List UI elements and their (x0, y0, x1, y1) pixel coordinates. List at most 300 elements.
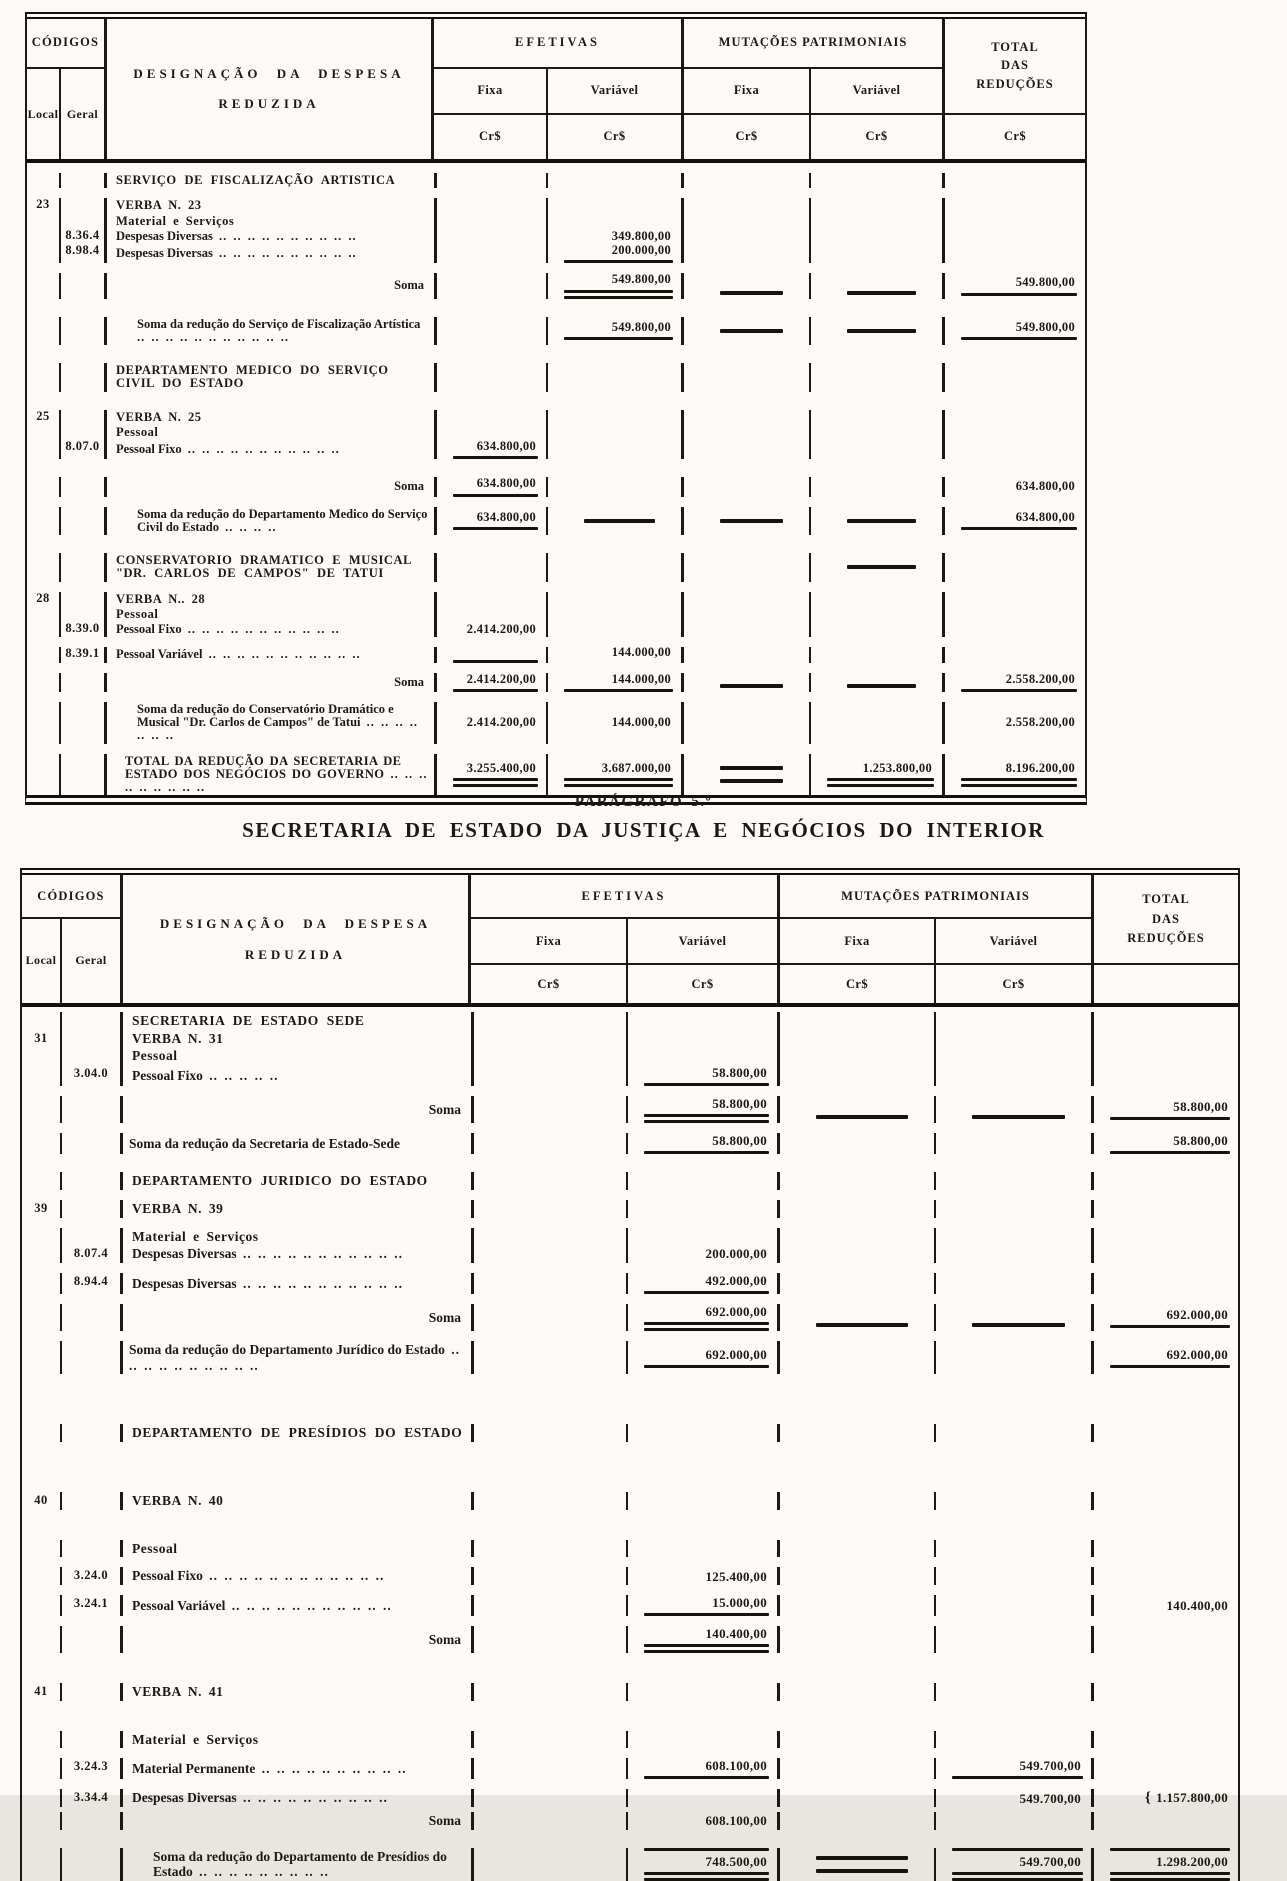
amount-value: 634.800,00 (476, 510, 536, 525)
efetivas-fixa-cell (434, 425, 546, 440)
total-reducoes-cell (942, 173, 1085, 188)
blank-dash-rule (847, 291, 916, 295)
efetivas-variavel-subheader: Variável (546, 69, 681, 115)
dot-leader: .. .. .. .. .. .. .. .. .. .. .. (181, 442, 340, 456)
efetivas-variavel-cell (626, 1245, 777, 1263)
governo-row-13 (27, 497, 1085, 536)
row-label-cell (104, 273, 434, 298)
row-label: Despesas Diversas (132, 1790, 237, 1806)
geral-code (60, 1424, 120, 1442)
geral-code (60, 1245, 120, 1263)
row-label-cell (104, 173, 434, 188)
dot-leader: .. .. .. .. .. .. .. .. .. .. (212, 228, 357, 243)
currency-label: Cr$ (681, 115, 809, 159)
justica-row-14 (22, 1374, 1238, 1442)
local-code (27, 244, 59, 263)
amount-value: 634.800,00 (1015, 510, 1075, 525)
amount-value: 549.800,00 (611, 272, 671, 287)
mutacoes-fixa-cell (777, 1047, 934, 1065)
total-reducoes-cell (942, 425, 1085, 440)
governo-row-8 (27, 345, 1085, 392)
amount-value: 125.400,00 (705, 1568, 767, 1584)
amount-value: 2.414.200,00 (466, 671, 536, 686)
justica-row-3 (22, 1047, 1238, 1065)
geral-code (60, 1304, 120, 1331)
geral-code (60, 1273, 120, 1294)
geral-code (59, 477, 104, 496)
total-reducoes-cell (942, 647, 1085, 662)
total-reducoes-cell (1091, 1595, 1238, 1616)
local-code (27, 214, 59, 229)
amount-value: 1.253.800,00 (862, 760, 932, 775)
mutacoes-variavel-cell (934, 1065, 1091, 1086)
sum-rule (564, 689, 673, 692)
local-code (27, 198, 59, 213)
total-reducoes-cell (942, 507, 1085, 536)
row-label-cell (104, 229, 434, 244)
mutacoes-variavel-cell (809, 363, 942, 392)
sum-rule (564, 778, 673, 781)
amount-value: 58.800,00 (712, 1064, 767, 1080)
geral-code (60, 1065, 120, 1086)
efetivas-variavel-cell (546, 273, 681, 298)
local-code (22, 1567, 60, 1585)
mutacoes-variavel-cell (934, 1731, 1091, 1749)
amount-value: 692.000,00 (1166, 1347, 1228, 1363)
amount-value: 58.800,00 (1173, 1133, 1228, 1149)
mutacoes-variavel-cell (934, 1133, 1091, 1154)
amount-value: 634.800,00 (476, 439, 536, 453)
efetivas-fixa-cell (434, 647, 546, 662)
total-reducoes-cell (1091, 1245, 1238, 1263)
justica-row-5 (22, 1086, 1238, 1123)
sum-rule (644, 1291, 769, 1294)
local-code (22, 1200, 60, 1218)
total-reducoes-cell (1091, 1065, 1238, 1086)
geral-code-value: 8.07.4 (73, 1246, 109, 1261)
geral-code (59, 410, 104, 425)
efetivas-variavel-cell (546, 214, 681, 229)
total-reducoes-cell (1091, 1047, 1238, 1065)
amount-value: 349.800,00 (611, 228, 671, 243)
geral-code (60, 1812, 120, 1830)
mutacoes-fixa-cell (681, 363, 809, 392)
local-code-value: 28 (36, 590, 50, 605)
row-label-cell (104, 440, 434, 459)
geral-code (60, 1228, 120, 1246)
justica-row-6 (22, 1123, 1238, 1154)
local-code-value: 23 (36, 197, 50, 212)
local-code (27, 273, 59, 298)
efetivas-variavel-cell (626, 1012, 777, 1030)
amount-value: 692.000,00 (705, 1303, 767, 1319)
mutacoes-variavel-cell (809, 607, 942, 622)
mutacoes-variavel-cell (934, 1789, 1091, 1807)
row-label-cell (120, 1172, 471, 1190)
total-reducoes-cell (942, 214, 1085, 229)
geral-code-value: 8.39.0 (65, 621, 100, 635)
total-reducoes-cell (1091, 1096, 1238, 1123)
mutacoes-fixa-cell (681, 229, 809, 244)
efetivas-fixa-cell (471, 1030, 626, 1048)
row-label: Despesas Diversas (132, 1246, 237, 1262)
amount-value: 140.400,00 (1166, 1597, 1228, 1613)
row-label: Pessoal Fixo (116, 442, 182, 456)
geral-code (60, 1133, 120, 1154)
local-code (27, 622, 59, 637)
sum-rule (453, 456, 538, 459)
geral-code (59, 607, 104, 622)
currency-label: Cr$ (537, 976, 560, 991)
mutacoes-variavel-cell (934, 1758, 1091, 1779)
row-label-cell (120, 1304, 471, 1331)
blank-dash-rule (720, 766, 783, 770)
local-code (22, 1030, 60, 1048)
total-reducoes-cell (942, 553, 1085, 582)
efetivas-fixa-cell (434, 244, 546, 263)
row-label: DEPARTAMENTO MEDICO DO SERVIÇO CIVIL DO ESTADO (116, 363, 389, 391)
local-subheader: Local (25, 953, 57, 968)
local-code (22, 1424, 60, 1442)
row-label: Soma (428, 1309, 461, 1325)
mutacoes-fixa-cell (777, 1133, 934, 1154)
amount-value: 1.298.200,00 (1156, 1853, 1228, 1869)
sum-rule (961, 778, 1077, 781)
local-code-value: 40 (34, 1492, 48, 1507)
blank-dash-rule (720, 291, 783, 295)
local-code (22, 1304, 60, 1331)
dot-leader: .. .. .. .. .. .. .. .. .. (192, 1864, 329, 1880)
efetivas-variavel-cell (546, 647, 681, 662)
efetivas-variavel-cell (626, 1341, 777, 1374)
blank-dash-rule (847, 519, 916, 523)
justica-row-22 (22, 1748, 1238, 1779)
geral-code-value: 3.34.4 (73, 1790, 109, 1805)
geral-code (59, 754, 104, 796)
total-reducoes-cell (1091, 1341, 1238, 1374)
mutacoes-fixa-cell (777, 1567, 934, 1585)
efetivas-variavel-cell (626, 1812, 777, 1830)
row-label: VERBA N. 25 (116, 409, 202, 424)
total-reducoes-cell (942, 440, 1085, 459)
governo-row-18 (27, 637, 1085, 662)
row-label-cell (104, 622, 434, 637)
local-code (22, 1012, 60, 1030)
efetivas-variavel-cell (546, 244, 681, 263)
row-label: VERBA N. 23 (116, 198, 202, 213)
total-reducoes-cell (1091, 1200, 1238, 1218)
designacao-header (104, 19, 434, 159)
efetivas-fixa-cell (471, 1172, 626, 1190)
total-reducoes-cell (1091, 1731, 1238, 1749)
geral-code (60, 1341, 120, 1374)
local-code (22, 1172, 60, 1190)
mutacoes-variavel-cell (809, 214, 942, 229)
total-reducoes-cell (1091, 1848, 1238, 1881)
mutacoes-fixa-cell (777, 1540, 934, 1558)
efetivas-fixa-cell (471, 1812, 626, 1830)
local-code (27, 173, 59, 188)
mutacoes-fixa-cell (777, 1683, 934, 1701)
mutacoes-variavel-cell (934, 1626, 1091, 1653)
row-label: Pessoal Fixo (132, 1568, 203, 1584)
mutacoes-variavel-subheader: Variável (934, 919, 1091, 965)
empty-currency-cell (1091, 965, 1238, 1003)
mutacoes-variavel-cell (934, 1341, 1091, 1374)
dot-leader: .. .. .. .. .. .. .. .. .. .. .. (137, 329, 289, 344)
row-label: Soma (394, 278, 424, 293)
total-reducoes-cell (942, 673, 1085, 692)
amount-value: 692.000,00 (1166, 1306, 1228, 1322)
total-reducoes-cell (1091, 1812, 1238, 1830)
total-reducoes-cell (942, 229, 1085, 244)
sum-rule (644, 1848, 769, 1851)
row-label-cell (120, 1096, 471, 1123)
mutacoes-variavel-cell (934, 1200, 1091, 1218)
total-reducoes-cell (942, 592, 1085, 607)
blank-dash-rule (720, 329, 783, 333)
currency-label: Cr$ (809, 115, 942, 159)
mutacoes-variavel-cell (934, 1273, 1091, 1294)
mutacoes-variavel-cell (809, 754, 942, 796)
mutacoes-variavel-cell (809, 647, 942, 662)
local-code (22, 1228, 60, 1246)
sum-rule (564, 296, 673, 299)
total-reducoes-cell (1091, 1789, 1238, 1807)
amount-value: 2.558.200,00 (1005, 715, 1075, 729)
amount-value: 200.000,00 (611, 243, 671, 257)
dot-leader: .. .. .. .. (218, 519, 277, 534)
sum-rule (961, 689, 1077, 692)
amount-value: 144.000,00 (611, 645, 671, 660)
sum-rule (827, 778, 934, 781)
sum-rule (1110, 1117, 1230, 1120)
geral-code (60, 1492, 120, 1510)
geral-code (59, 592, 104, 607)
local-code (27, 317, 59, 346)
efetivas-variavel-cell (626, 1848, 777, 1881)
mutacoes-fixa-cell (681, 273, 809, 298)
justica-row-13 (22, 1331, 1238, 1374)
row-label: Soma da redução do Departamento Jurídico do Estado (129, 1341, 445, 1357)
total-reducoes-cell (1091, 1567, 1238, 1585)
row-label-cell (120, 1065, 471, 1086)
local-code (27, 702, 59, 744)
total-reducoes-cell (1091, 1626, 1238, 1653)
amount-value: 58.800,00 (1173, 1099, 1228, 1115)
efetivas-variavel-cell (546, 507, 681, 536)
row-label-cell (120, 1200, 471, 1218)
mutacoes-variavel-cell (934, 1304, 1091, 1331)
governo-row-3 (27, 214, 1085, 229)
local-code (22, 1683, 60, 1701)
local-code (27, 507, 59, 536)
dot-leader: .. .. .. .. .. .. .. .. .. .. (212, 246, 357, 260)
efetivas-fixa-cell (434, 273, 546, 298)
efetivas-variavel-cell (626, 1540, 777, 1558)
local-code (27, 607, 59, 622)
efetivas-fixa-cell (471, 1540, 626, 1558)
row-label: Soma (428, 1101, 461, 1117)
mutacoes-variavel-cell (809, 244, 942, 263)
row-label: Soma (394, 674, 424, 689)
justica-row-4 (22, 1065, 1238, 1086)
row-label: Soma da redução do Departamento de Presídios do Estado (153, 1848, 447, 1880)
mutacoes-fixa-cell (777, 1172, 934, 1190)
efetivas-fixa-cell (471, 1848, 626, 1881)
geral-code (60, 1848, 120, 1881)
governo-row-19 (27, 663, 1085, 692)
sum-rule (1110, 1848, 1230, 1851)
row-label-cell (104, 647, 434, 662)
mutacoes-fixa-cell (777, 1492, 934, 1510)
mutacoes-fixa-subheader: Fixa (681, 69, 809, 115)
efetivas-fixa-cell (471, 1731, 626, 1749)
efetivas-fixa-subheader: Fixa (471, 919, 626, 965)
geral-code (60, 1567, 120, 1585)
efetivas-variavel-cell (626, 1065, 777, 1086)
efetivas-fixa-cell (471, 1492, 626, 1510)
local-code (22, 1848, 60, 1881)
total-reducoes-cell (942, 410, 1085, 425)
amount-value: 608.100,00 (705, 1813, 767, 1829)
efetivas-variavel-cell (546, 754, 681, 796)
row-label: Soma (394, 479, 424, 494)
mutacoes-fixa-cell (681, 647, 809, 662)
row-label: Pessoal Variável (132, 1597, 226, 1613)
row-label-cell (120, 1228, 471, 1246)
local-code (27, 673, 59, 692)
mutacoes-variavel-cell (809, 173, 942, 188)
mutacoes-variavel-cell (934, 1245, 1091, 1263)
row-label-cell (120, 1424, 471, 1442)
currency-label: Cr$ (934, 965, 1091, 1003)
dot-leader: .. .. .. .. .. (202, 1067, 279, 1083)
efetivas-fixa-cell (434, 754, 546, 796)
blank-dash-rule (847, 565, 916, 569)
amount-value: 140.400,00 (705, 1626, 767, 1641)
local-code (22, 1047, 60, 1065)
sum-rule (644, 1120, 769, 1123)
row-label: VERBA N. 40 (132, 1492, 224, 1508)
governo-row-5 (27, 244, 1085, 263)
amount-value: 15.000,00 (712, 1594, 767, 1610)
efetivas-header: EFETIVAS (471, 875, 777, 919)
mutacoes-variavel-cell (809, 198, 942, 213)
geral-code-value: 3.24.3 (73, 1759, 109, 1774)
efetivas-fixa-cell (434, 607, 546, 622)
total-reducoes-cell (942, 244, 1085, 263)
row-label: Soma da redução do Departamento Medico do Serviço Civil do Estado (137, 506, 428, 534)
local-code (22, 1065, 60, 1086)
mutacoes-variavel-subheader: Variável (809, 69, 942, 115)
governo-row-12 (27, 459, 1085, 496)
sum-rule (952, 1848, 1083, 1851)
efetivas-fixa-cell (434, 198, 546, 213)
efetivas-fixa-cell (471, 1567, 626, 1585)
efetivas-variavel-cell (626, 1626, 777, 1653)
sum-rule (453, 494, 538, 497)
geral-code (59, 440, 104, 459)
row-label-cell (120, 1012, 471, 1030)
mutacoes-fixa-cell (681, 410, 809, 425)
amount-value: 2.558.200,00 (1005, 671, 1075, 686)
sum-rule (644, 1365, 769, 1368)
designacao-header (120, 875, 471, 1003)
row-label-cell (104, 363, 434, 392)
efetivas-variavel-cell (546, 229, 681, 244)
row-label-cell (104, 607, 434, 622)
efetivas-variavel-cell (626, 1200, 777, 1218)
amount-value: 3.687.000,00 (601, 760, 671, 775)
mutacoes-fixa-cell (681, 477, 809, 496)
row-label-cell (120, 1758, 471, 1779)
dot-leader: .. .. .. .. .. .. .. .. .. .. .. (225, 1597, 392, 1613)
local-code (22, 1341, 60, 1374)
mutacoes-variavel-cell (934, 1047, 1091, 1065)
designacao-line1: DESIGNAÇÃO DA DESPESA (133, 66, 405, 82)
row-label: Material e Serviços (132, 1731, 259, 1747)
efetivas-fixa-cell (471, 1096, 626, 1123)
geral-code (59, 425, 104, 440)
secretaria-heading: SECRETARIA DE ESTADO DA JUSTIÇA E NEGÓCIOS DO INTERIOR (242, 818, 1045, 842)
governo-row-9 (27, 392, 1085, 425)
row-label-cell (104, 507, 434, 536)
governo-row-2 (27, 188, 1085, 213)
efetivas-variavel-subheader: Variável (626, 919, 777, 965)
mutacoes-fixa-cell (681, 507, 809, 536)
efetivas-fixa-cell (471, 1133, 626, 1154)
justica-row-25 (22, 1830, 1238, 1881)
mutacoes-fixa-cell (777, 1228, 934, 1246)
mutacoes-fixa-cell (777, 1065, 934, 1086)
blank-dash-rule (584, 519, 655, 523)
row-label-cell (120, 1812, 471, 1830)
efetivas-variavel-cell (546, 477, 681, 496)
amount-value: 8.196.200,00 (1005, 760, 1075, 775)
local-code (22, 1096, 60, 1123)
mutacoes-fixa-cell (681, 440, 809, 459)
efetivas-variavel-cell (546, 363, 681, 392)
currency-label: Cr$ (626, 965, 777, 1003)
efetivas-variavel-cell (546, 425, 681, 440)
local-code (22, 1133, 60, 1154)
justica-row-24 (22, 1807, 1238, 1830)
row-label: Soma da redução do Conservatório Dramático e Musical "Dr. Carlos de Campos" de Tatui (137, 701, 394, 729)
governo-row-20 (27, 692, 1085, 744)
dot-leader: .. .. .. .. .. .. .. .. .. .. (255, 1761, 407, 1777)
sum-rule (644, 1650, 769, 1653)
currency-label: Cr$ (546, 115, 681, 159)
geral-code-value: 8.07.0 (65, 439, 100, 453)
amount-value: 58.800,00 (712, 1096, 767, 1112)
efetivas-fixa-subheader: Fixa (434, 69, 546, 115)
paragraph-heading: PARÁGRAFO 5.º (574, 794, 713, 810)
total-reducoes-cell (942, 198, 1085, 213)
sum-rule (644, 1322, 769, 1325)
mutacoes-fixa-cell (777, 1758, 934, 1779)
local-code (27, 410, 59, 425)
row-label-cell (120, 1047, 471, 1065)
geral-code-value: 8.39.1 (65, 646, 100, 661)
local-code (27, 363, 59, 392)
blank-dash-rule (720, 684, 783, 688)
designacao-line2: REDUZIDA (218, 96, 320, 111)
efetivas-fixa-cell (434, 702, 546, 744)
efetivas-fixa-cell (434, 622, 546, 637)
efetivas-variavel-cell (546, 673, 681, 692)
geral-code (59, 214, 104, 229)
